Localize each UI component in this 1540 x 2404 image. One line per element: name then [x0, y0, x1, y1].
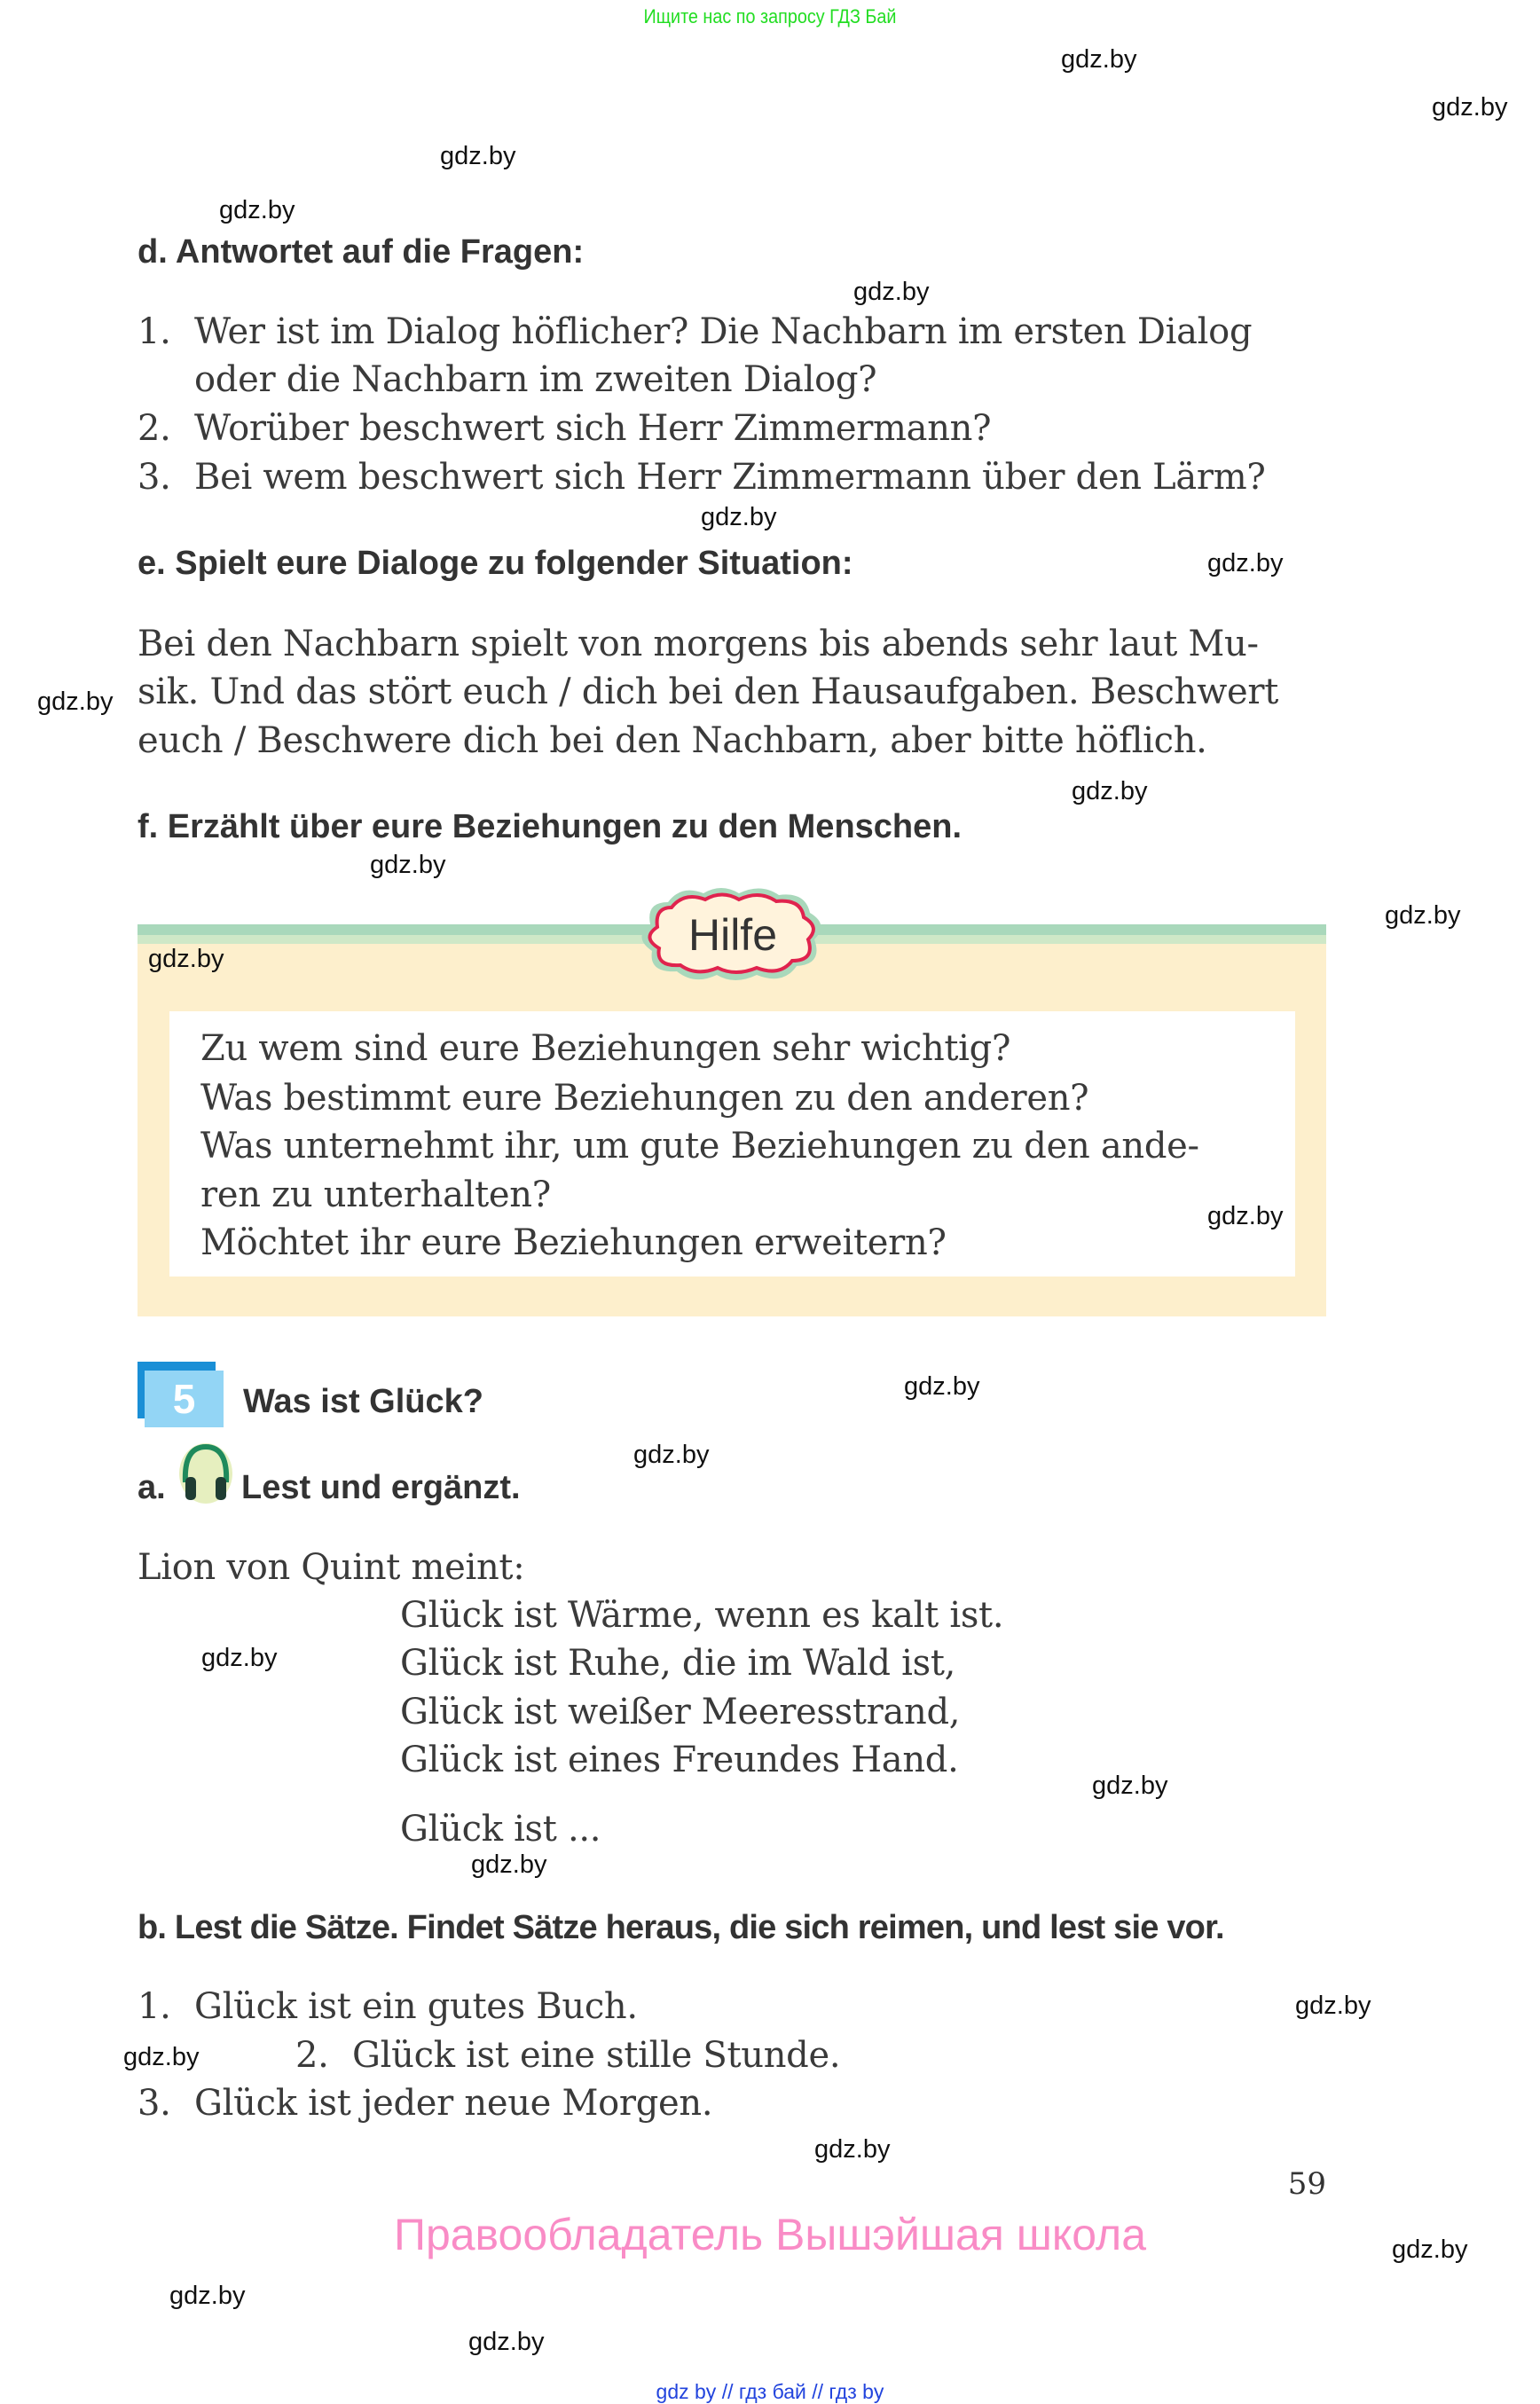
watermark: gdz.by	[1295, 1992, 1371, 2020]
question-2	[138, 405, 991, 452]
hilfe-question: Was unternehmt ihr, um gute Beziehungen zu den ande-	[200, 1126, 1199, 1167]
task-a-heading: Lest und ergänzt.	[241, 1469, 521, 1506]
watermark: gdz.by	[440, 142, 516, 170]
list-number: 1.	[138, 1986, 171, 2027]
watermark: gdz.by	[1392, 2235, 1468, 2264]
watermark: gdz.by	[701, 503, 777, 531]
watermark: gdz.by	[201, 1644, 278, 1672]
list-number: 3.	[138, 2083, 171, 2124]
sentence-text: Glück ist jeder neue Morgen.	[194, 2083, 713, 2124]
watermark: gdz.by	[1061, 45, 1137, 74]
copyright-notice: Правообладатель Вышэйшая школа	[394, 2210, 1146, 2259]
watermark: gdz.by	[633, 1441, 710, 1469]
hilfe-question: Möchtet ihr eure Beziehungen erweitern?	[200, 1222, 947, 1263]
watermark: gdz.by	[853, 278, 930, 306]
watermark: gdz.by	[471, 1850, 547, 1879]
watermark: gdz.by	[148, 945, 224, 973]
watermark: gdz.by	[1207, 1202, 1284, 1230]
watermark: gdz.by	[1092, 1772, 1168, 1800]
sentence-2	[295, 2031, 840, 2079]
exercise-number-badge: 5	[145, 1371, 224, 1427]
poem-line: Glück ist eines Freundes Hand.	[400, 1740, 959, 1780]
sentence-3	[138, 2079, 712, 2127]
task-a-letter: a.	[138, 1469, 166, 1506]
exercise-title: Was ist Glück?	[243, 1383, 483, 1420]
watermark: gdz.by	[468, 2328, 545, 2356]
list-number: 3.	[138, 457, 171, 498]
section-d-heading: d. Antwortet auf die Fragen:	[138, 233, 585, 271]
list-number: 2.	[138, 408, 171, 449]
question-3	[138, 453, 1266, 501]
task-b-heading: b. Lest die Sätze. Findet Sätze heraus, die sich reimen, und lest sie vor.	[138, 1909, 1224, 1946]
page-number: 59	[1287, 2166, 1326, 2202]
watermark: gdz.by	[1207, 549, 1284, 577]
sentence-text: Glück ist ein gutes Buch.	[194, 1986, 638, 2027]
hilfe-question: Zu wem sind eure Beziehungen sehr wichtig?	[200, 1028, 1011, 1069]
section-e-heading: e. Spielt eure Dialoge zu folgender Situation:	[138, 545, 853, 582]
watermark: gdz.by	[1072, 777, 1148, 805]
watermark: gdz.by	[169, 2282, 246, 2310]
poem-line: Glück ist weißer Meeresstrand,	[400, 1692, 961, 1732]
list-number: 1.	[138, 311, 171, 352]
poem-line: Glück ist Wärme, wenn es kalt ist.	[400, 1595, 1004, 1636]
watermark: gdz.by	[1385, 901, 1461, 930]
watermark: gdz.by	[370, 851, 446, 879]
situation-line: sik. Und das stört euch / dich bei den Hausaufgaben. Beschwert	[138, 672, 1279, 712]
section-f-heading: f. Erzählt über eure Beziehungen zu den Menschen.	[138, 808, 962, 845]
watermark: gdz.by	[814, 2135, 891, 2164]
hilfe-label: Hilfe	[688, 910, 778, 960]
situation-line: Bei den Nachbarn spielt von morgens bis abends sehr laut Mu-	[138, 624, 1259, 664]
watermark: gdz.by	[37, 687, 114, 716]
question-text: Worüber beschwert sich Herr Zimmermann?	[194, 408, 992, 449]
situation-line: euch / Beschwere dich bei den Nachbarn, aber bitte höflich.	[138, 720, 1207, 761]
question-1-continued: oder die Nachbarn im zweiten Dialog?	[194, 359, 877, 400]
poem-intro: Lion von Quint meint:	[138, 1547, 525, 1588]
hilfe-question: Was bestimmt eure Beziehungen zu den anderen?	[200, 1078, 1089, 1119]
search-banner: Ищите нас по запросу ГДЗ Бай	[643, 5, 897, 27]
question-text: Bei wem beschwert sich Herr Zimmermann über den Lärm?	[194, 457, 1266, 498]
question-text: Wer ist im Dialog höflicher? Die Nachbarn im ersten Dialog	[194, 311, 1253, 352]
footer-links[interactable]: gdz by // гдз бай // гдз by	[656, 2380, 884, 2403]
watermark: gdz.by	[219, 196, 295, 224]
headphones-icon[interactable]	[178, 1442, 233, 1504]
hilfe-question: ren zu unterhalten?	[200, 1175, 551, 1215]
poem-ending: Glück ist ...	[400, 1809, 601, 1850]
list-number: 2.	[295, 2035, 329, 2076]
watermark: gdz.by	[904, 1372, 980, 1401]
sentence-1	[138, 1983, 638, 2031]
sentence-text: Glück ist eine stille Stunde.	[352, 2035, 841, 2076]
watermark: gdz.by	[1432, 93, 1508, 122]
question-1	[138, 308, 1252, 356]
watermark: gdz.by	[123, 2043, 200, 2071]
poem-line: Glück ist Ruhe, die im Wald ist,	[400, 1643, 956, 1684]
